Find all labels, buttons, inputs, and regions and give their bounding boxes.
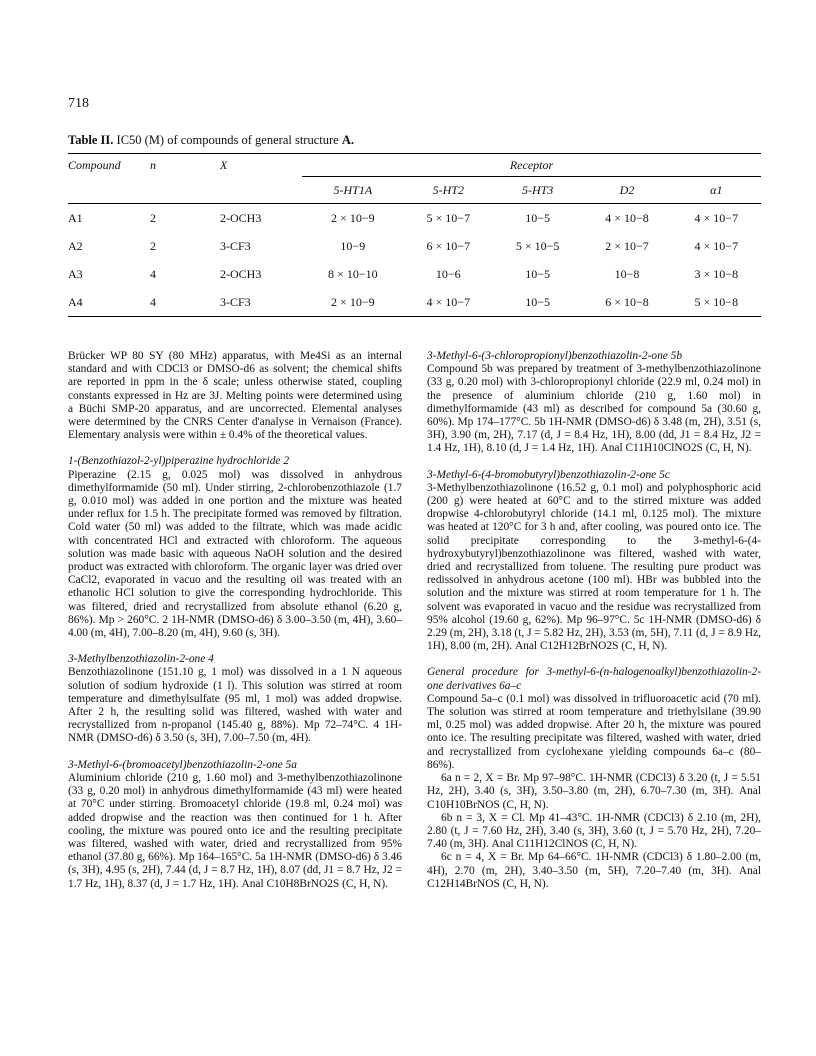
paragraph: 3-Methylbenzothiazolinone (16.52 g, 0.1 mol) and polyphosphoric acid (200 g) were heated at 60°C and to the stirred mixture was added dropwise 4-chlorobutyryl chloride (14.1 ml, 0.125 mol). The mixture was heated at 120°C for 3 h and, after cooling, was poured onto ice. The solid precipitate corresponding to the 3-methyl-6-(4-hydroxybutyryl)benzothiazolinone was filtered, washed with water, dried and recrystallized from toluene. The resulting pure product was redissolved in anhydrous acetone (100 ml). HBr was bubbled into the solution and the mixture was stirred at room temperature for 1 h. The solvent was evaporated in vacuo and the residue was recrystallized from 95% alcohol (19.60 g, 62%). Mp 96–97°C. 5c 1H-NMR (DMSO-d6) δ 2.29 (m, 2H), 3.18 (t, J = 5.82 Hz, 2H), 3.53 (m, 5H), 7.11 (d, J = 8.9 Hz, 1H), 8.00 (m, 2H). Anal C12H12BrNO2S (C, H, N). bbox=[427, 481, 761, 653]
cell-ic50: 5 × 10−7 bbox=[426, 210, 471, 225]
compound-entry: 6c n = 4, X = Br. Mp 64–66°C. 1H-NMR (CDCl3) δ 1.80–2.00 (m, 4H), 2.70 (m, 2H), 3.40–3.50 (m, 5H), 7.20–7.40 (m, 3H). Anal C12H14BrNOS (C, H, N). bbox=[427, 851, 761, 890]
section-title: 3-Methyl-6-(4-bromobutyryl)benzothiazolin-2-one 5c bbox=[427, 468, 670, 481]
header-receptor: Receptor bbox=[509, 157, 554, 172]
cell-compound: A1 bbox=[68, 210, 83, 225]
section-title: 3-Methylbenzothiazolin-2-one 4 bbox=[68, 653, 214, 666]
cell-ic50: 2 × 10−9 bbox=[331, 210, 375, 225]
cell-compound: A2 bbox=[68, 238, 83, 253]
cell-ic50: 4 × 10−7 bbox=[694, 210, 739, 225]
header-receptor-5: α1 bbox=[672, 177, 761, 204]
paragraph: Piperazine (2.15 g, 0.025 mol) was dissolved in anhydrous dimethylformamide (50 ml). Under stirring, 2-chlorobenzothiazole (1.7 g, 0.010 mol) was added in one portion and the mixture was heated under reflux for 1.5 h. The precipitate formed was removed by filtration. Cold water (50 ml) was added to the filtrate, which was made acidic with concentrated HCl and extracted with chloroform. The aqueous solution was made basic with aqueous NaOH solution and the desired product was extracted with chloroform. The organic layer was dried over CaCl2, evaporated in vacuo and the resulting oil was treated with an ethanolic HCl solution to give the corresponding hydrochloride. This was filtered, dried and recrystallized from absolute ethanol (6.20 g, 86%). Mp > 260°C. 2 1H-NMR (DMSO-d6) δ 3.00–3.50 (m, 4H), 3.60–4.00 (m, 4H), 7.00–8.20 (m, 4H), 9.60 (s, 3H). bbox=[68, 468, 402, 640]
cell-x: 3-CF3 bbox=[220, 294, 251, 309]
table-row bbox=[68, 260, 761, 288]
cell-ic50: 3 × 10−8 bbox=[694, 266, 739, 281]
compound-entry: 6b n = 3, X = Cl. Mp 41–43°C. 1H-NMR (CDCl3) δ 2.10 (m, 2H), 2.80 (t, J = 7.60 Hz, 2H), 3.40 (s, 3H), 3.60 (t, J = 5.70 Hz, 2H), 7.20–7.40 (m, 3H). Anal C11H12ClNOS (C, H, N). bbox=[427, 811, 761, 851]
cell-n: 4 bbox=[150, 266, 156, 281]
paragraph: Aluminium chloride (210 g, 1.60 mol) and 3-methylbenzothiazolinone (33 g, 0.20 mol) in anhydrous dimethylformamide (43 ml) were heated at 70°C under stirring. Bromoacetyl chloride (19.8 ml, 0.24 mol) was added dropwise and the reaction was then continued for 1 h. After cooling, the mixture was poured onto ice and the resulting precipitate was filtered, washed with water, dried and recrystallized from 95% ethanol (37.80 g, 66%). Mp 164–165°C. 5a 1H-NMR (DMSO-d6) δ 3.46 (s, 3H), 4.95 (s, 2H), 7.44 (d, J = 8.7 Hz, 1H), 8.07 (dd, J1 = 8.7 Hz, J2 = 1.7 Hz, 1H), 8.37 (d, J = 1.7 Hz, 1H). Anal C10H8BrNO2S (C, H, N). bbox=[68, 771, 402, 890]
header-receptor-2: 5-HT2 bbox=[404, 177, 493, 204]
cell-ic50: 10−9 bbox=[340, 238, 366, 253]
table-row bbox=[68, 204, 761, 233]
cell-ic50: 2 × 10−9 bbox=[331, 294, 375, 309]
section-title: 3-Methyl-6-(3-chloropropionyl)benzothiazolin-2-one 5b bbox=[427, 350, 683, 362]
cell-ic50: 8 × 10−10 bbox=[328, 266, 378, 281]
cell-n: 2 bbox=[150, 210, 156, 225]
paragraph: Compound 5b was prepared by treatment of 3-methylbenzothiazolinone (33 g, 0.20 mol) with 3-chloropropionyl chloride (22.9 ml, 0.24 mol) in the presence of aluminium chloride (210 g, 1.60 mol) in dimethylformamide (43 ml) as described for compound 5a (30.60 g, 60%). Mp 174–177°C. 5b 1H-NMR (DMSO-d6) δ 3.48 (m, 2H), 3.51 (s, 3H), 3.90 (m, 2H), 7.17 (d, J = 8.4 Hz, 1H), 8.00 (dd, J1 = 8.4 Hz, J2 = 1.4 Hz, 1H), 8.10 (d, J = 1.4 Hz, 1H). Anal C11H10ClNO2S (C, H, N). bbox=[427, 363, 761, 455]
cell-ic50: 10−5 bbox=[525, 294, 551, 309]
cell-ic50: 5 × 10−8 bbox=[694, 294, 739, 309]
paragraph: Brücker WP 80 SY (80 MHz) apparatus, with Me4Si as an internal standard and with CDCl3 or DMSO-d6 as solvent; the chemical shifts are reported in ppm in the δ scale; unless otherwise stated, coupling constants expressed in Hz are 3J. Melting points were determined using a Büchi SMP-20 apparatus, and are uncorrected. Elemental analyses were determined by the CNRS Center d'analyse in Vernaison (France). Elementary analysis were within ± 0.4% of the theoretical values. bbox=[68, 350, 402, 442]
header-receptor-4: D2 bbox=[582, 177, 671, 204]
paragraph: Compound 5a–c (0.1 mol) was dissolved in trifluoroacetic acid (70 ml). The solution was stirred at room temperature and triethylsilane (39.90 ml, 0.25 mol) was added dropwise. After 20 h, the mixture was poured onto ice. The resulting precipitate was filtered, washed with water, dried and recrystallized from cyclohexane yielding compounds 6a–c (80–86%). bbox=[427, 692, 761, 771]
cell-compound: A3 bbox=[68, 266, 83, 281]
header-compound: Compound bbox=[68, 157, 121, 172]
ic50-table bbox=[68, 153, 761, 317]
cell-compound: A4 bbox=[68, 294, 83, 309]
cell-ic50: 4 × 10−7 bbox=[426, 294, 471, 309]
cell-x: 2-OCH3 bbox=[220, 266, 262, 281]
section-title: 1-(Benzothiazol-2-yl)piperazine hydrochloride 2 bbox=[68, 455, 290, 468]
cell-ic50: 6 × 10−8 bbox=[605, 294, 649, 309]
paragraph: Benzothiazolinone (151.10 g, 1 mol) was dissolved in a 1 N aqueous solution of sodium hydroxide (1 l). This solution was stirred at room temperature and dimethylsulfate (95 ml, 1 mol) was added dropwise. After 2 h, the resulting solid was filtered, washed with water and recrystallized from n-propanol (145.40 g, 88%). Mp 72–74°C. 4 1H-NMR (DMSO-d6) δ 3.50 (s, 3H), 7.00–7.50 (m, 4H). bbox=[68, 666, 402, 745]
cell-ic50: 5 × 10−5 bbox=[515, 238, 560, 253]
cell-ic50: 4 × 10−8 bbox=[605, 210, 649, 225]
page-number: 718 bbox=[68, 96, 89, 111]
cell-n: 2 bbox=[150, 238, 156, 253]
header-x: X bbox=[220, 157, 228, 172]
header-n: n bbox=[150, 157, 156, 172]
cell-ic50: 10−8 bbox=[614, 266, 640, 281]
cell-ic50: 10−6 bbox=[435, 266, 461, 281]
cell-ic50: 6 × 10−7 bbox=[426, 238, 471, 253]
cell-x: 2-OCH3 bbox=[220, 210, 262, 225]
compound-entry: 6a n = 2, X = Br. Mp 97–98°C. 1H-NMR (CDCl3) δ 3.20 (t, J = 5.51 Hz, 2H), 3.40 (s, 3H), 3.50–3.80 (m, 2H), 6.70–7.30 (m, 3H). Anal C10H10BrNOS (C, H, N). bbox=[427, 772, 761, 811]
table-row bbox=[68, 232, 761, 260]
table-caption bbox=[68, 133, 354, 148]
table-caption-text: IC50 (M) of compounds of general structure bbox=[113, 133, 342, 147]
right-column bbox=[427, 350, 761, 891]
cell-n: 4 bbox=[150, 294, 156, 309]
cell-ic50: 2 × 10−7 bbox=[605, 238, 649, 253]
cell-ic50: 10−5 bbox=[525, 266, 551, 281]
cell-x: 3-CF3 bbox=[220, 238, 251, 253]
cell-ic50: 4 × 10−7 bbox=[694, 238, 739, 253]
cell-ic50: 10−5 bbox=[525, 210, 551, 225]
table-caption-structure: A. bbox=[341, 133, 354, 147]
section-title: General procedure for 3-methyl-6-(n-halogenoalkyl)benzothiazolin-2-one derivatives 6a–c bbox=[427, 666, 761, 692]
left-column bbox=[68, 350, 402, 891]
table-row bbox=[68, 288, 761, 317]
header-receptor-3: 5-HT3 bbox=[493, 177, 582, 204]
section-title: 3-Methyl-6-(bromoacetyl)benzothiazolin-2-one 5a bbox=[68, 758, 297, 771]
header-receptor-1: 5-HT1A bbox=[302, 177, 404, 204]
table-caption-label: Table II. bbox=[68, 133, 114, 147]
